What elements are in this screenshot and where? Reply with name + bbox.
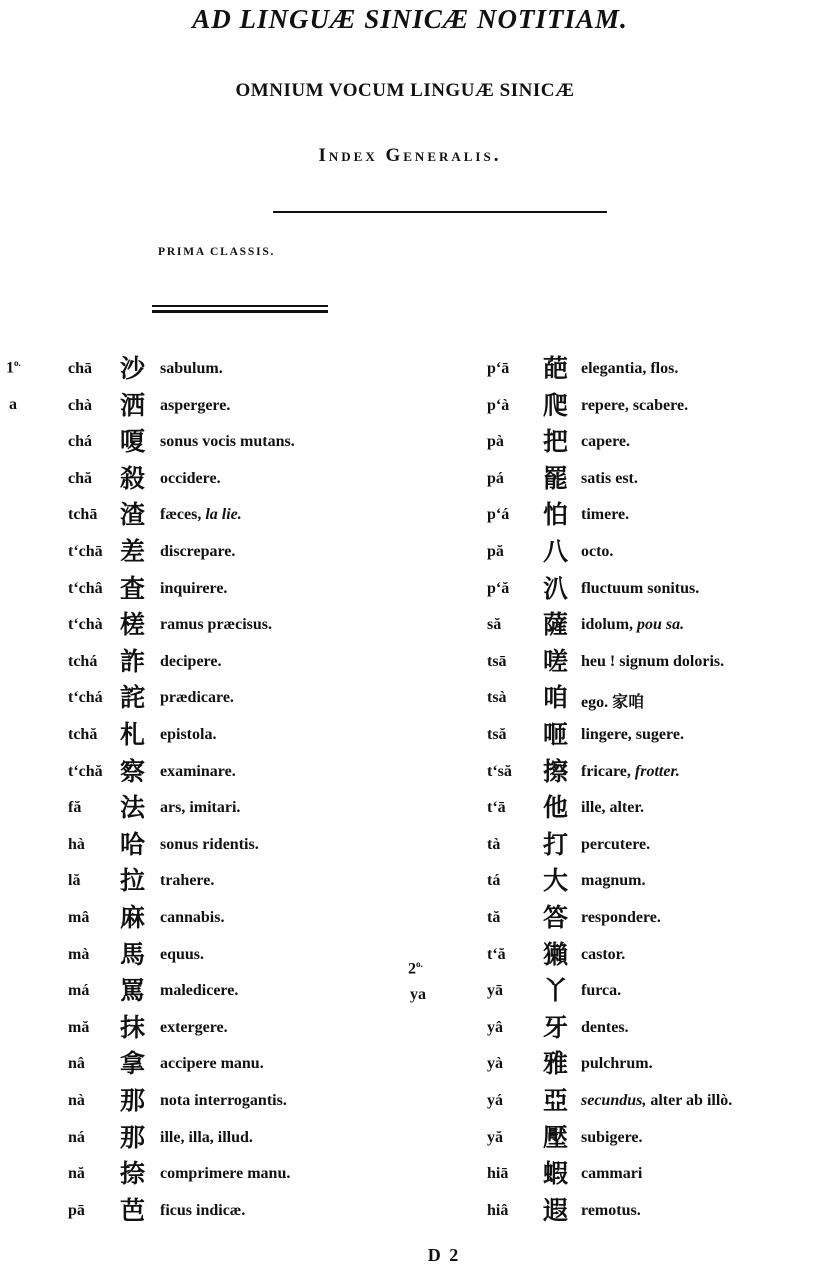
entry-gloss: sabulum. [160,360,223,377]
entry-character: 八 [543,537,569,566]
entry-character: 答 [543,903,569,932]
entry-romanization: nà [68,1092,85,1109]
entry-gloss: respondere. [581,909,661,926]
entry-romanization: tà [487,836,501,853]
entry-romanization: pá [487,470,504,487]
double-rule-top [152,305,328,307]
section-letter-a: a [9,396,17,413]
entry-character: 法 [120,793,146,822]
entry-gloss: subigere. [581,1129,643,1146]
entry-romanization: t‘chă [68,763,103,780]
entry-gloss: cannabis. [160,909,225,926]
entry-character: 嗟 [543,647,569,676]
entry-character: 槎 [120,610,146,639]
entry-romanization: yâ [487,1019,503,1036]
entry-gloss: aspergere. [160,397,231,414]
entry-gloss: discrepare. [160,543,236,560]
entry-character: 打 [543,830,569,859]
entry-character: 怕 [543,500,569,529]
entry-gloss: pulchrum. [581,1055,653,1072]
entry-character: 詐 [120,647,146,676]
entry-romanization: t‘chà [68,616,103,633]
entry-gloss: capere. [581,433,631,450]
entry-character: 拉 [120,866,146,895]
entry-romanization: p‘ă [487,580,510,597]
index-subtitle: OMNIUM VOCUM LINGUÆ SINICÆ [235,80,575,101]
entry-gloss: ego. 家咱 [581,694,645,711]
entry-romanization: p‘ā [487,360,510,377]
entry-character: 咱 [543,683,569,712]
entry-character: 麻 [120,903,146,932]
entry-romanization: yă [487,1129,503,1146]
entry-character: 殺 [120,464,146,493]
entry-character: 牙 [543,1013,569,1042]
entry-gloss: timere. [581,506,630,523]
entry-character: 葩 [543,354,569,383]
entry-character: 捺 [120,1159,146,1188]
entry-gloss: ars, imitari. [160,799,241,816]
entry-romanization: chă [68,470,92,487]
entry-character: 渣 [120,500,146,529]
entry-gloss: dentes. [581,1019,629,1036]
entry-romanization: t‘chā [68,543,103,560]
entry-romanization: mà [68,946,90,963]
entry-romanization: hiâ [487,1202,509,1219]
entry-romanization: chá [68,433,92,450]
entry-gloss: fricare, frotter. [581,763,680,780]
entry-character: 咂 [543,720,569,749]
entry-character: 那 [120,1123,146,1152]
entry-gloss-tail: alter ab illò. [650,1092,733,1109]
entry-character: 罵 [120,976,146,1005]
entry-gloss: trahere. [160,872,215,889]
entry-gloss-italic: pou sa. [637,616,685,633]
entry-gloss: ficus indicæ. [160,1202,246,1219]
entry-romanization: t‘chá [68,689,103,706]
entry-gloss: accipere manu. [160,1055,264,1072]
entry-character: 馬 [120,940,146,969]
folio-signature: D 2 [427,1245,461,1265]
entry-gloss: repere, scabere. [581,397,689,414]
entry-gloss: fæces, la lie. [160,506,242,523]
entry-gloss: fluctuum sonitus. [581,580,700,597]
entry-gloss: examinare. [160,763,236,780]
section-number-1: $1^{o.}$ [6,358,21,377]
entry-gloss: idolum, pou sa. [581,616,685,633]
entry-character: 嗄 [120,427,146,456]
entry-character: 汃 [543,574,569,603]
entry-gloss: sonus ridentis. [160,836,259,853]
entry-character: 壓 [543,1123,569,1152]
index-heading: Index Generalis. [318,145,502,166]
entry-romanization: tsà [487,689,507,706]
entry-character: 罷 [543,464,569,493]
entry-character: 察 [120,757,146,786]
entry-gloss: nota interrogantis. [160,1092,287,1109]
entry-character: 大 [543,866,569,895]
entry-gloss: heu ! signum doloris. [581,653,725,670]
entry-romanization: t‘ă [487,946,506,963]
class-heading: PRIMA CLASSIS. [158,246,276,258]
entry-romanization: nâ [68,1055,85,1072]
entry-romanization: pă [487,543,504,560]
entry-gloss: extergere. [160,1019,228,1036]
entry-romanization: chà [68,397,92,414]
entry-romanization: tchā [68,506,98,523]
entry-romanization: má [68,982,90,999]
entry-gloss: sonus vocis mutans. [160,433,295,450]
double-rule-bottom [152,310,328,313]
entry-character: 札 [120,720,146,749]
entry-gloss: decipere. [160,653,222,670]
entry-character: 哈 [120,830,146,859]
entry-gloss: magnum. [581,872,646,889]
entry-character: 那 [120,1086,146,1115]
entry-gloss: inquirere. [160,580,228,597]
entry-romanization: pā [68,1202,85,1219]
entry-character: 他 [543,793,569,822]
entry-romanization: t‘châ [68,580,103,597]
entry-romanization: yā [487,982,503,999]
entry-character: 擦 [543,757,569,786]
entry-gloss: epistola. [160,726,217,743]
section-number-2: $2^{o.}$ [408,959,423,978]
entry-romanization: chā [68,360,92,377]
entry-romanization: yá [487,1092,503,1109]
entry-romanization: hiā [487,1165,509,1182]
entry-character: 亞 [543,1086,569,1115]
entry-character: 詫 [120,683,146,712]
entry-character: 沙 [120,354,146,383]
entry-character: 雅 [543,1049,569,1078]
entry-character: 蝦 [543,1159,569,1188]
entry-romanization: tsā [487,653,507,670]
entry-character: 芭 [120,1196,146,1225]
entry-character: 遐 [543,1196,569,1225]
entry-gloss-italic: frotter. [634,763,680,780]
entry-gloss: percutere. [581,836,651,853]
entry-gloss: remotus. [581,1202,641,1219]
entry-romanization: tă [487,909,501,926]
entry-romanization: ná [68,1129,85,1146]
entry-gloss: equus. [160,946,205,963]
entry-character: 把 [543,427,569,456]
entry-gloss: octo. [581,543,614,560]
entry-romanization: p‘à [487,397,510,414]
entry-character: 爬 [543,391,569,420]
entry-gloss: ramus præcisus. [160,616,273,633]
entry-gloss: occidere. [160,470,221,487]
entry-character: 薩 [543,610,569,639]
section-letter-ya: ya [410,986,426,1003]
entry-gloss: furca. [581,982,622,999]
entry-gloss-italic: la lie. [205,506,242,523]
entry-gloss: elegantia, flos. [581,360,679,377]
entry-character: 抹 [120,1013,146,1042]
entry-gloss: prædicare. [160,689,234,706]
entry-romanization: nă [68,1165,85,1182]
entry-character: 差 [120,537,146,566]
entry-romanization: tchá [68,653,98,670]
entry-character: 丫 [543,976,569,1005]
heading-rule [273,211,607,213]
entry-gloss: satis est. [581,470,638,487]
entry-gloss: ille, illa, illud. [160,1129,253,1146]
entry-romanization: lă [68,872,81,889]
page-title: AD LINGUÆ SINICÆ NOTITIAM. [192,4,628,34]
entry-romanization: tsă [487,726,507,743]
entry-gloss: cammari [581,1165,643,1182]
entry-character: 洒 [120,391,146,420]
entry-character: 査 [120,574,146,603]
entry-romanization: pà [487,433,504,450]
entry-romanization: să [487,616,502,633]
entry-gloss: maledicere. [160,982,239,999]
entry-character: 獺 [543,940,569,969]
entry-gloss: castor. [581,946,626,963]
entry-romanization: tá [487,872,501,889]
entry-gloss: lingere, sugere. [581,726,684,743]
entry-romanization: fă [68,799,82,816]
entry-romanization: tchă [68,726,98,743]
entry-gloss: secundus, alter ab illò. [581,1092,733,1109]
entry-romanization: t‘ā [487,799,506,816]
entry-romanization: yà [487,1055,503,1072]
entry-character: 拿 [120,1049,146,1078]
entry-romanization: mă [68,1019,90,1036]
entry-romanization: p‘á [487,506,510,523]
entry-gloss: ille, alter. [581,799,644,816]
entry-gloss: comprimere manu. [160,1165,291,1182]
entry-romanization: mâ [68,909,90,926]
entry-romanization: t‘să [487,763,512,780]
entry-romanization: hà [68,836,85,853]
